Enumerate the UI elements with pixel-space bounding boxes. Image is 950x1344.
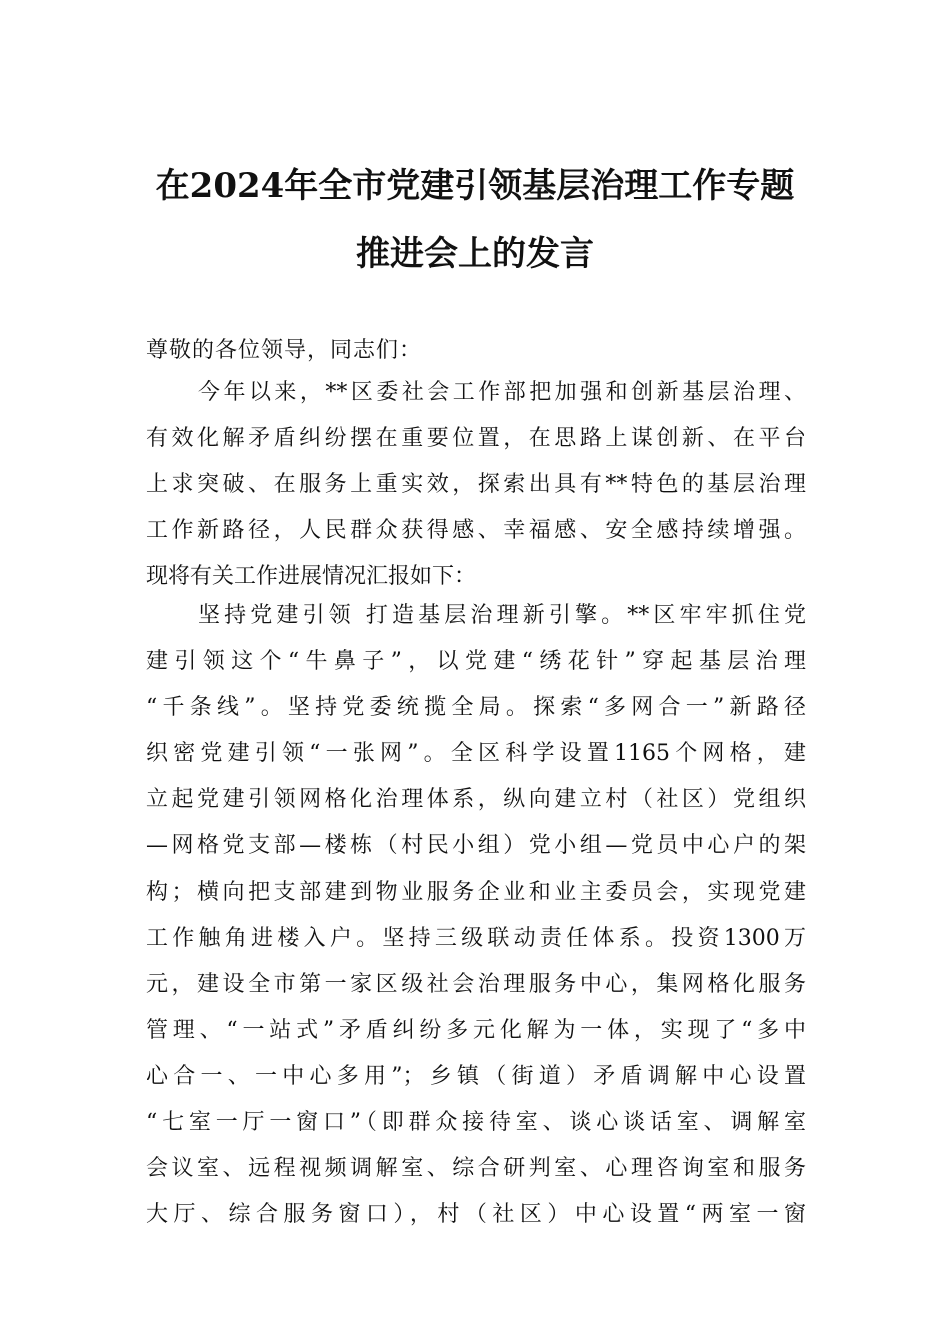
paragraph-line: 立起党建引领网格化治理体系，纵向建立村（社区）党组织 (146, 787, 806, 813)
paragraph-line: 工作触角进楼入户。坚持三级联动责任体系。投资1300万 (146, 925, 806, 951)
paragraph-line: 构；横向把支部建到物业服务企业和业主委员会，实现党建 (146, 879, 806, 905)
paragraph-line: 今年以来，**区委社会工作部把加强和创新基层治理、 (198, 380, 806, 405)
paragraph-line: 有效化解矛盾纠纷摆在重要位置，在思路上谋创新、在平台 (146, 426, 806, 452)
paragraph-line: 现将有关工作进展情况汇报如下： (146, 564, 477, 590)
paragraph-line: 心合一、一中心多用”；乡镇（街道）矛盾调解中心设置 (146, 1063, 806, 1089)
paragraph-line: 织密党建引领“一张网”。全区科学设置1165个网格，建 (146, 741, 806, 767)
paragraph-line: 大厅、综合服务窗口），村（社区）中心设置“两室一窗 (146, 1202, 806, 1228)
document-title-line-1: 在2024年全市党建引领基层治理工作专题 (155, 166, 795, 206)
paragraph-line: 元，建设全市第一家区级社会治理服务中心，集网格化服务 (146, 971, 806, 997)
paragraph-line: —网格党支部—楼栋（村民小组）党小组—党员中心户的架 (146, 833, 806, 859)
paragraph-line: 坚持党建引领 打造基层治理新引擎。**区牢牢抓住党 (198, 603, 806, 628)
salutation: 尊敬的各位领导，同志们： (146, 338, 423, 363)
paragraph-line: 建引领这个“牛鼻子”，以党建“绣花针”穿起基层治理 (146, 649, 806, 675)
paragraph-line: “七室一厅一窗口”（即群众接待室、谈心谈话室、调解室 (146, 1110, 806, 1136)
paragraph-line: “千条线”。坚持党委统揽全局。探索“多网合一”新路径 (146, 695, 806, 721)
paragraph-party-building (146, 593, 806, 1238)
paragraph-line: 会议室、远程视频调解室、综合研判室、心理咨询室和服务 (146, 1156, 806, 1182)
paragraph-intro (146, 370, 806, 600)
paragraph-line: 工作新路径，人民群众获得感、幸福感、安全感持续增强。 (146, 518, 806, 544)
document-title-line-2: 推进会上的发言 (356, 234, 594, 274)
paragraph-line: 上求突破、在服务上重实效，探索出具有**特色的基层治理 (146, 472, 806, 498)
paragraph-line: 管理、“一站式”矛盾纠纷多元化解为一体，实现了“多中 (146, 1017, 806, 1043)
